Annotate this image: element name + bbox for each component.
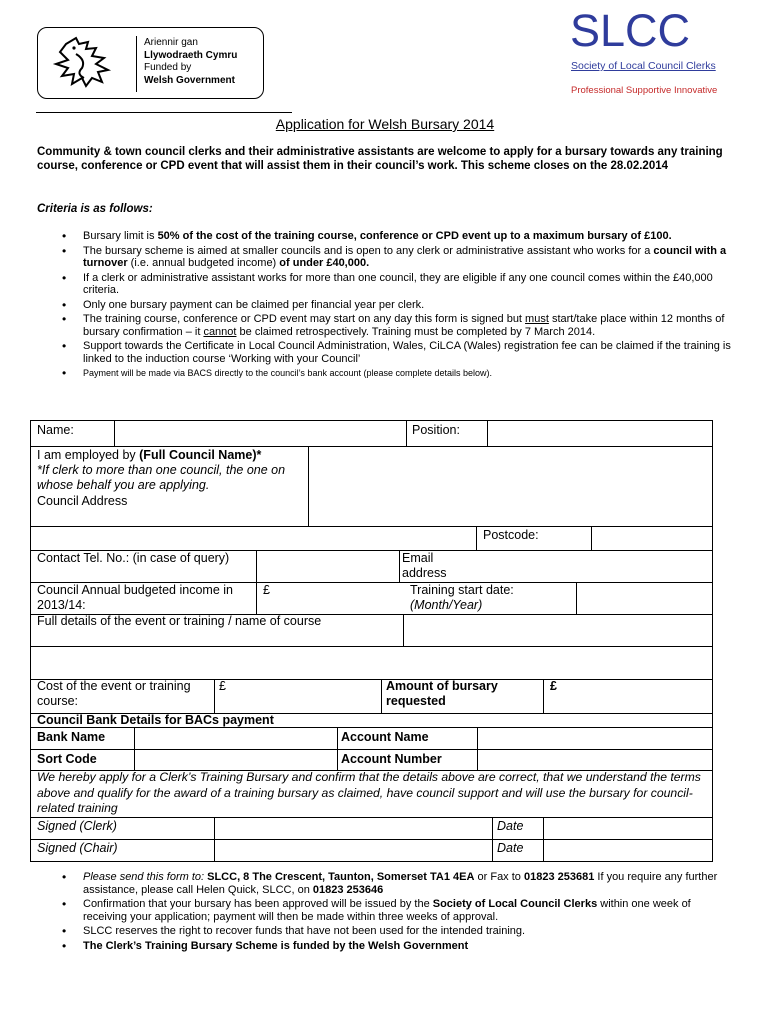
- date-chair-field[interactable]: [548, 841, 707, 859]
- budget-pound: £: [263, 583, 270, 597]
- signed-chair-label: Signed (Chair): [37, 841, 118, 855]
- full-details-field[interactable]: [408, 617, 707, 677]
- bank-name-field[interactable]: [139, 730, 333, 746]
- amount-pound: £: [550, 679, 557, 693]
- footer-item: • Confirmation that your bursary has been approved will be issued by the Society of Local Council Clerks within one week of receiving your application; payment will then be made within three weeks of approval.: [62, 898, 732, 923]
- wg-line-4: Welsh Government: [144, 74, 235, 86]
- slcc-logo-subtitle: Society of Local Council Clerks: [571, 60, 716, 72]
- date-clerk-label: Date: [497, 819, 524, 833]
- postcode-field[interactable]: [596, 529, 706, 547]
- cost-field[interactable]: [231, 681, 376, 709]
- footer-item: • The Clerk’s Training Bursary Scheme is funded by the Welsh Government: [62, 940, 732, 953]
- criteria-list: [62, 230, 732, 382]
- email-label: Email address: [402, 551, 447, 580]
- council-address-label: Council Address: [37, 494, 128, 508]
- footer-list: [62, 871, 732, 954]
- wg-line-2: Llywodraeth Cymru: [144, 49, 238, 61]
- name-label: Name:: [37, 423, 74, 437]
- criteria-item: • Payment will be made via BACS directly to the council’s bank account (please complete details below).: [62, 367, 732, 380]
- cost-pound: £: [219, 679, 226, 693]
- criteria-item: • Support towards the Certificate in Local Council Administration, Wales, CiLCA (Wales) registration fee can be claimed if the training is linked to the induction course ‘Working with your Council’: [62, 340, 732, 365]
- amount-bursary-field[interactable]: [563, 681, 707, 709]
- training-start-label: Training start date:: [410, 583, 514, 597]
- slcc-tagline: Professional Supportive Innovative: [571, 85, 718, 96]
- account-name-label: Account Name: [341, 730, 429, 744]
- bank-name-label: Bank Name: [37, 730, 106, 744]
- training-start-field[interactable]: [581, 585, 707, 611]
- criteria-item: • Only one bursary payment can be claimed per financial year per clerk.: [62, 299, 732, 312]
- footer-item: • SLCC reserves the right to recover funds that have not been used for the intended training.: [62, 925, 732, 938]
- cost-label: Cost of the event or training course:: [37, 679, 191, 708]
- signed-clerk-field[interactable]: [219, 819, 487, 837]
- criteria-item: • Bursary limit is 50% of the cost of the training course, conference or CPD event up to a maximum bursary of £100.: [62, 230, 732, 243]
- welsh-government-logo: [37, 27, 264, 99]
- date-chair-label: Date: [497, 841, 524, 855]
- account-number-label: Account Number: [341, 752, 442, 766]
- criteria-item: • If a clerk or administrative assistant works for more than one council, they are eligible if any one council comes within the £40,000 criteria.: [62, 272, 732, 297]
- signed-chair-field[interactable]: [219, 841, 487, 859]
- slcc-logo-title: SLCC: [570, 5, 691, 56]
- date-clerk-field[interactable]: [548, 819, 707, 837]
- contact-tel-label: Contact Tel. No.: (in case of query): [37, 551, 230, 565]
- header-rule: [36, 112, 292, 113]
- criteria-item: • The training course, conference or CPD event may start on any day this form is signed but must start/take place within 12 months of bursary confirmation – it cannot be claimed retrospectively. Training must be completed by 7 March 2014.: [62, 313, 732, 338]
- email-field[interactable]: [471, 553, 707, 579]
- declaration-text: We hereby apply for a Clerk’s Training Bursary and confirm that the details above are correct, that we understand the terms above and qualify for the award of a training bursary as claimed, have council support and will use the bursary for council-related training: [37, 770, 701, 815]
- account-number-field[interactable]: [482, 752, 707, 768]
- council-name-address-field[interactable]: [313, 449, 708, 523]
- criteria-item: • The bursary scheme is aimed at smaller councils and is open to any clerk or administrative assistant who works for a council with a turnover (i.e. annual budgeted income) of under £40,000.: [62, 245, 732, 270]
- full-details-label: Full details of the event or training / name of course: [37, 614, 322, 628]
- criteria-heading: Criteria is as follows:: [37, 203, 153, 215]
- postcode-label: Postcode:: [483, 528, 539, 542]
- intro-paragraph: Community & town council clerks and their administrative assistants are welcome to apply for a bursary towards any training course, conference or CPD event that will assist them in their council’s work. This scheme closes on the 28.02.2014: [37, 146, 723, 172]
- wg-line-3: Funded by: [144, 62, 192, 73]
- employer-label: I am employed by (Full Council Name)*: [37, 448, 262, 462]
- contact-tel-field[interactable]: [261, 553, 395, 579]
- application-form: [30, 420, 713, 862]
- budget-label: Council Annual budgeted income in 2013/14:: [37, 583, 233, 612]
- wg-line-1: Ariennir gan: [144, 37, 198, 48]
- account-name-field[interactable]: [482, 730, 707, 746]
- page-title: Application for Welsh Bursary 2014: [275, 116, 495, 132]
- amount-bursary-label: Amount of bursary requested: [386, 679, 498, 708]
- signed-clerk-label: Signed (Clerk): [37, 819, 117, 833]
- position-field[interactable]: [492, 423, 707, 443]
- sort-code-field[interactable]: [139, 752, 333, 768]
- name-field[interactable]: [119, 423, 402, 443]
- employer-note: *If clerk to more than one council, the one on whose behalf you are applying.: [37, 463, 286, 492]
- sort-code-label: Sort Code: [37, 752, 97, 766]
- budget-field[interactable]: [275, 585, 395, 611]
- bank-details-heading: Council Bank Details for BACs payment: [37, 713, 274, 727]
- position-label: Position:: [412, 423, 460, 437]
- welsh-dragon-icon: [46, 34, 136, 92]
- month-year-label: (Month/Year): [410, 598, 483, 612]
- footer-item: • Please send this form to: SLCC, 8 The Crescent, Taunton, Somerset TA1 4EA or Fax to 01823 253681 If you require any further assistance, please call Helen Quick, SLCC, on 01823 253646: [62, 871, 732, 896]
